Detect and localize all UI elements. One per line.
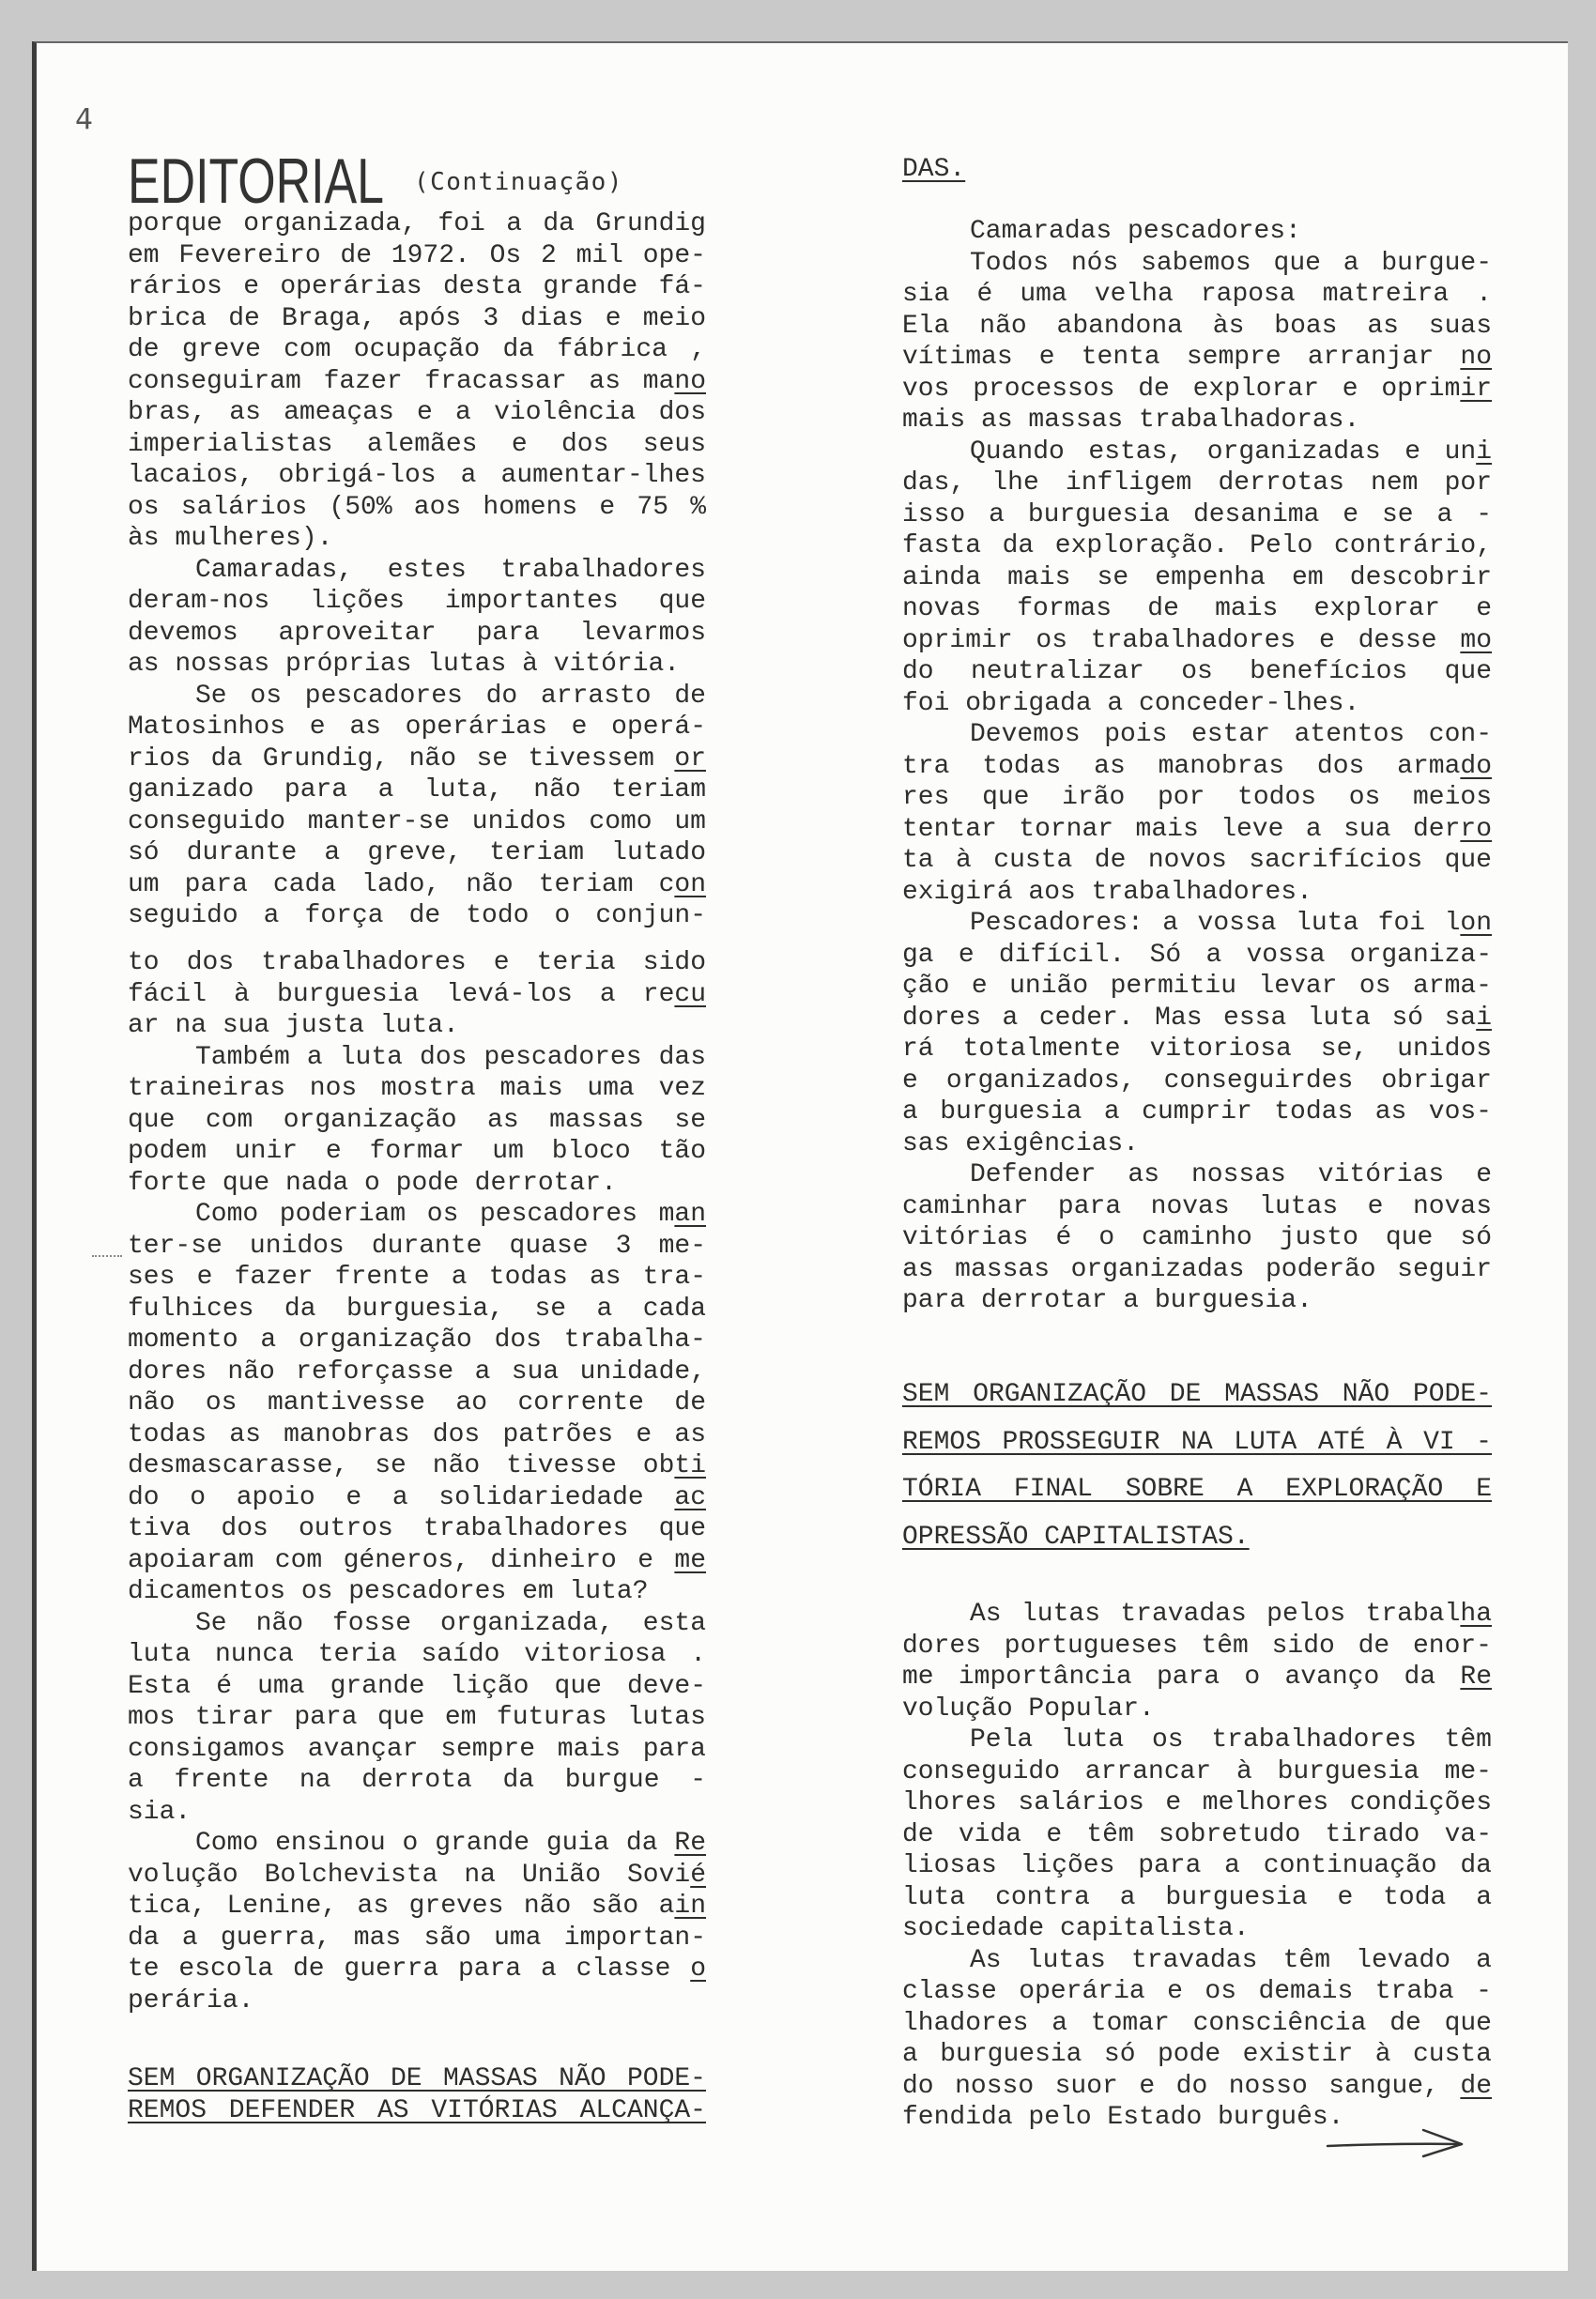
text-line: lhadores a tomar consciência de que [902, 2008, 1492, 2038]
underlined-syllable: de [1460, 2071, 1492, 2101]
text-line: brica de Braga, após 3 dias e meio [128, 303, 706, 333]
left-column-body [128, 208, 706, 2016]
text-line: sia. [128, 1797, 192, 1827]
text-line: mos tirar para que em futuras lutas [128, 1703, 706, 1733]
underlined-syllable: do [1460, 751, 1492, 781]
underlined-syllable: i [1476, 437, 1492, 467]
paragraph [902, 248, 1492, 437]
heading-line: REMOS PROSSEGUIR NA LUTA ATÉ À VI - [902, 1427, 1492, 1457]
text-line: Defender as nossas vitórias e [970, 1160, 1492, 1189]
text-line: às mulheres). [128, 524, 333, 553]
text-line [902, 1003, 1492, 1035]
underlined-syllable: an [674, 1200, 706, 1230]
heading-line: DAS. [902, 155, 966, 184]
text-line: da a guerra, mas são uma importan- [128, 1923, 706, 1953]
text-line: rá totalmente vitoriosa se, unidos [902, 1035, 1492, 1064]
underlined-syllable: me [674, 1545, 706, 1575]
text-line [128, 1891, 706, 1923]
right-column-body [902, 216, 1492, 1317]
text-line: para derrotar a burguesia. [902, 1286, 1312, 1315]
text-line: não os mantivesse ao corrente de [128, 1388, 706, 1418]
underlined-syllable: cu [674, 979, 706, 1009]
line-text: te escola de guerra para a classe [128, 1954, 691, 1985]
text-line [902, 2071, 1492, 2103]
line-text: Como ensinou o grande guia da [195, 1829, 675, 1859]
text-line [128, 1545, 706, 1577]
text-line: dores não reforçasse a sua unidade, [128, 1356, 706, 1387]
text-line [902, 625, 1492, 657]
paragraph [128, 1199, 706, 1608]
text-line: luta contra a burguesia e toda a [902, 1882, 1492, 1912]
text-line: a burguesia só pode existir à custa [902, 2040, 1492, 2069]
text-line: conseguido manter-se unidos como um [128, 806, 706, 836]
left-column-heading [128, 2063, 706, 2128]
text-line: dicamentos os pescadores em luta? [128, 1577, 649, 1607]
text-line: lhores salários e melhores condições [902, 1788, 1492, 1817]
text-line [128, 1450, 706, 1482]
line-text: Pescadores: a vossa luta foi l [970, 909, 1461, 938]
underlined-syllable: ha [1460, 1600, 1492, 1629]
text-line: as massas organizadas poderão seguir [902, 1254, 1492, 1284]
text-line: fulhices da burguesia, se a cada [128, 1294, 706, 1324]
text-line: sia é uma velha raposa matreira . [902, 280, 1492, 309]
text-line: luta nunca teria saído vitoriosa . [128, 1640, 706, 1670]
underlined-syllable: Re [1460, 1663, 1492, 1692]
paragraph [902, 1724, 1492, 1945]
text-line: do neutralizar os benefícios que [902, 657, 1492, 686]
text-line: to dos trabalhadores e teria sido [128, 948, 706, 978]
text-line: novas formas de mais explorar e [902, 594, 1492, 623]
text-line: tiva dos outros trabalhadores que [128, 1514, 706, 1544]
paragraph [902, 908, 1492, 1159]
paragraph [128, 1042, 706, 1200]
line-text: um para cada lado, não teriam c [128, 869, 675, 899]
text-line: forte que nada o pode derrotar. [128, 1168, 617, 1198]
underlined-syllable: Re [674, 1829, 706, 1859]
text-line: ta à custa de novos sacrifícios que [902, 846, 1492, 875]
text-line: ar na sua justa luta. [128, 1011, 459, 1041]
text-line: das, lhe infligem derrotas nem por [902, 468, 1492, 498]
line-text: conseguiram fazer fracassar as ma [128, 366, 675, 396]
underlined-syllable: ac [674, 1482, 706, 1512]
text-line [128, 1199, 706, 1231]
text-line: sas exigências. [902, 1128, 1140, 1158]
paragraph [902, 437, 1492, 720]
text-line [128, 1828, 706, 1860]
text-line: Pela luta os trabalhadores têm [970, 1725, 1492, 1755]
text-line: de greve com ocupação da fábrica , [128, 335, 706, 364]
text-line: isso a burguesia desanima e se a - [902, 499, 1492, 529]
text-line: foi obrigada a conceder-lhes. [902, 688, 1360, 718]
paragraph [128, 1828, 706, 2016]
continue-arrow-icon [1319, 2120, 1469, 2167]
line-text: vítimas e tenta sempre arranjar [902, 343, 1461, 372]
text-line: e organizados, conseguirdes obrigar [902, 1065, 1492, 1096]
text-line: Todos nós sabemos que a burgue- [970, 248, 1492, 278]
line-text: oprimir os trabalhadores e desse [902, 625, 1461, 655]
text-line: fendida pelo Estado burguês. [902, 2103, 1344, 2132]
text-line: porque organizada, foi a da Grundig [128, 209, 706, 238]
text-line: conseguido arrancar à burguesia me- [902, 1756, 1492, 1786]
text-line: deram-nos lições importantes que [128, 587, 706, 616]
text-line: seguido a força de todo o conjun- [128, 901, 706, 930]
heading-line: REMOS DEFENDER AS VITÓRIAS ALCANÇA- [128, 2096, 706, 2126]
paragraph [128, 555, 706, 681]
text-line: devemos aproveitar para levarmos [128, 618, 706, 648]
underlined-syllable: i [1476, 1003, 1492, 1033]
line-text: As lutas travadas pelos trabal [970, 1600, 1461, 1629]
text-line: mais as massas trabalhadoras. [902, 406, 1360, 435]
line-text: do nosso suor e do nosso sangue, [902, 2071, 1461, 2101]
text-line [128, 743, 706, 775]
text-line: perária. [128, 1985, 254, 2015]
text-line: ter-se unidos durante quase 3 me- [128, 1231, 706, 1261]
paragraph [902, 719, 1492, 908]
underlined-syllable: or [674, 743, 706, 774]
text-line: As lutas travadas têm levado a [970, 1945, 1492, 1975]
stray-dots [92, 1255, 122, 1257]
line-text: vos processos de explorar e oprim [902, 374, 1461, 404]
text-line [902, 814, 1492, 846]
text-line [902, 437, 1492, 468]
text-line: vitórias é o caminho justo que só [902, 1223, 1492, 1252]
editorial-title [128, 146, 409, 217]
text-line: fasta da exploração. Pelo contrário, [902, 531, 1492, 560]
title-continuation-label: (Continuação) [414, 168, 623, 196]
text-line: dores portugueses têm sido de enor- [902, 1631, 1492, 1661]
underlined-syllable: on [1460, 909, 1492, 938]
text-line: liosas lições para a continuação da [902, 1851, 1492, 1880]
text-line: em Fevereiro de 1972. Os 2 mil ope- [128, 240, 706, 270]
paragraph [902, 1599, 1492, 1724]
text-line [128, 1954, 706, 1985]
text-line: os salários (50% aos homens e 75 % [128, 492, 706, 522]
underlined-syllable: ti [674, 1451, 706, 1481]
line-text: Como poderiam os pescadores m [195, 1200, 675, 1230]
text-line: ganizado para a luta, não teriam [128, 775, 706, 805]
text-line [902, 1662, 1492, 1694]
text-line: Matosinhos e as operárias e operá- [128, 713, 706, 742]
text-line: lacaios, obrigá-los a aumentar-lhes [128, 461, 706, 490]
line-text: desmascarasse, se não tivesse ob [128, 1451, 675, 1481]
paragraph [128, 1608, 706, 1829]
text-line: todas as manobras dos patrões e as [128, 1419, 706, 1449]
line-text: rios da Grundig, não se tivessem [128, 743, 675, 774]
line-text: tra todas as manobras dos arma [902, 751, 1461, 781]
text-line: volução Popular. [902, 1694, 1155, 1724]
text-line: Devemos pois estar atentos con- [970, 720, 1492, 749]
heading-line: TÓRIA FINAL SOBRE A EXPLORAÇÃO E [902, 1475, 1492, 1504]
line-text: dores a ceder. Mas essa luta só sa [902, 1003, 1477, 1033]
text-line [128, 1860, 706, 1892]
text-line: traineiras nos mostra mais uma vez [128, 1074, 706, 1104]
line-text: apoiaram com géneros, dinheiro e [128, 1545, 675, 1575]
line-text: tica, Lenine, as greves não são a [128, 1892, 675, 1922]
underlined-syllable: mo [1460, 625, 1492, 655]
paragraph [128, 208, 706, 555]
text-line: sociedade capitalista. [902, 1914, 1250, 1943]
text-line [902, 342, 1492, 374]
text-line: ses e fazer frente a todas as tra- [128, 1263, 706, 1293]
text-line: Ela não abandona às boas as suas [902, 311, 1492, 341]
underlined-syllable: no [1460, 343, 1492, 372]
paragraph [902, 1945, 1492, 2134]
paragraph [902, 216, 1492, 248]
line-text: fácil à burguesia levá-los a re [128, 979, 675, 1009]
text-line [902, 374, 1492, 406]
text-line: ção e união permitiu levar os arma- [902, 972, 1492, 1001]
underlined-syllable: no [674, 366, 706, 396]
underlined-syllable: in [674, 1892, 706, 1922]
heading-line: OPRESSÃO CAPITALISTAS. [902, 1522, 1250, 1552]
text-line: ainda mais se empenha em descobrir [902, 562, 1492, 592]
text-line: Se não fosse organizada, esta [195, 1608, 706, 1638]
text-line: caminhar para novas lutas e novas [902, 1191, 1492, 1221]
text-line [902, 908, 1492, 940]
line-text: do o apoio e a solidariedade [128, 1482, 675, 1512]
text-line [128, 1482, 706, 1514]
text-line: imperialistas alemães e dos seus [128, 429, 706, 459]
text-line [902, 751, 1492, 783]
underlined-syllable: ir [1460, 374, 1492, 404]
editorial-title-text: EDITORIAL [128, 146, 384, 217]
heading-continuation [902, 154, 1492, 186]
underlined-syllable: o [690, 1954, 706, 1985]
text-line: as nossas próprias lutas à vitória. [128, 650, 681, 679]
line-text: volução Bolchevista na União Sovi [128, 1860, 691, 1890]
text-line [128, 366, 706, 398]
underlined-syllable: ro [1460, 814, 1492, 844]
underlined-syllable: é [690, 1860, 706, 1890]
text-line [902, 1599, 1492, 1631]
text-line: Se os pescadores do arrasto de [195, 681, 706, 711]
text-line [128, 979, 706, 1011]
text-line: rários e operárias desta grande fá- [128, 272, 706, 301]
right-column-section-body [902, 1599, 1492, 2134]
text-line: consigamos avançar sempre mais para [128, 1734, 706, 1764]
paragraph [128, 681, 706, 1042]
text-line: só durante a greve, teriam lutado [128, 838, 706, 867]
text-line: ga e difícil. Só a vossa organiza- [902, 940, 1492, 970]
text-line: de vida e têm sobretudo tirado va- [902, 1819, 1492, 1849]
text-line: Camaradas pescadores: [970, 217, 1301, 246]
line-text: tentar tornar mais leve a sua der [902, 814, 1461, 844]
text-line: podem unir e formar um bloco tão [128, 1137, 706, 1167]
text-line: Esta é uma grande lição que deve- [128, 1671, 706, 1701]
text-line: classe operária e os demais traba - [902, 1977, 1492, 2006]
text-line: que com organização as massas se [128, 1105, 706, 1135]
paragraph [902, 1159, 1492, 1317]
right-column-heading [902, 1372, 1492, 1561]
heading-line: SEM ORGANIZAÇÃO DE MASSAS NÃO PODE- [128, 2064, 706, 2093]
line-text: me importância para o avanço da [902, 1663, 1461, 1692]
page-number: 4 [75, 103, 94, 136]
text-line: exigirá aos trabalhadores. [902, 877, 1312, 907]
text-line [128, 869, 706, 901]
underlined-syllable: on [674, 869, 706, 899]
text-line: bras, as ameaças e a violência dos [128, 398, 706, 427]
text-line: a burguesia a cumprir todas as vos- [902, 1097, 1492, 1127]
line-text: Quando estas, organizadas e un [970, 437, 1477, 467]
text-line: a frente na derrota da burgue - [128, 1766, 706, 1796]
text-line: momento a organização dos trabalha- [128, 1326, 706, 1356]
text-line: Também a luta dos pescadores das [195, 1042, 706, 1072]
text-line: res que irão por todos os meios [902, 783, 1492, 812]
text-line: Camaradas, estes trabalhadores [195, 555, 706, 585]
heading-line: SEM ORGANIZAÇÃO DE MASSAS NÃO PODE- [902, 1380, 1492, 1409]
